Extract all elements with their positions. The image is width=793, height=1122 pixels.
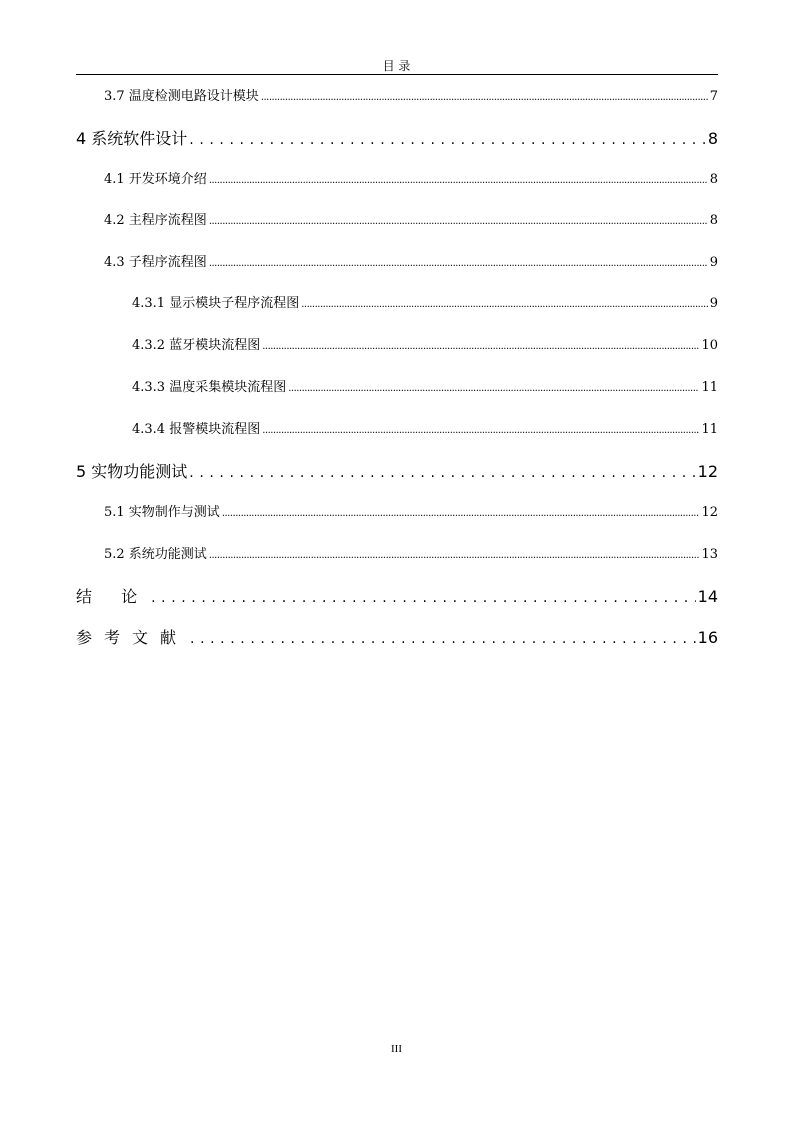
toc-entry-label: 5.2 系统功能测试	[104, 547, 207, 562]
dot-leader	[151, 586, 696, 609]
page-number: III	[391, 1043, 402, 1055]
dot-leader	[189, 461, 695, 484]
toc-entry-chapter-4[interactable]	[76, 128, 718, 150]
toc-entry-page: 11	[701, 422, 718, 437]
page-header-title: 目 录	[382, 59, 411, 73]
toc-entry-4-3-1[interactable]	[132, 295, 718, 313]
toc-entry-4-2[interactable]	[104, 212, 718, 230]
toc-entry-label: 4.3.1 显示模块子程序流程图	[132, 296, 300, 311]
toc-entry-4-1[interactable]	[104, 171, 718, 189]
dot-leader	[209, 546, 700, 565]
toc-entry-label: 4.3.3 温度采集模块流程图	[132, 380, 287, 395]
toc-entry-page: 8	[709, 172, 718, 187]
dot-leader	[222, 504, 700, 523]
toc-entry-label: 4.3.4 报警模块流程图	[132, 422, 261, 437]
toc-entry-4-3-3[interactable]	[132, 379, 718, 397]
toc-entry-references[interactable]	[76, 627, 718, 649]
toc-entry-label: 4.3.2 蓝牙模块流程图	[132, 338, 261, 353]
toc-entry-page: 12	[701, 505, 718, 520]
toc-entry-label: 4 系统软件设计	[76, 129, 188, 148]
toc-entry-page: 11	[701, 380, 718, 395]
toc-entry-5-1[interactable]	[104, 504, 718, 522]
dot-leader	[189, 128, 706, 151]
toc-entry-label: 5 实物功能测试	[76, 462, 188, 481]
toc-entry-conclusion[interactable]	[76, 586, 718, 608]
toc-entry-4-3-2[interactable]	[132, 337, 718, 355]
toc-entry-4-3-4[interactable]	[132, 421, 718, 439]
toc-entry-label: 参考文献	[76, 628, 189, 647]
toc-entry-page: 10	[701, 338, 718, 353]
dot-leader	[209, 212, 708, 231]
toc-entry-page: 9	[709, 255, 718, 270]
toc-entry-label: 3.7 温度检测电路设计模块	[104, 89, 259, 104]
toc-entry-page: 8	[709, 213, 718, 228]
toc-entry-page: 9	[709, 296, 718, 311]
dot-leader	[190, 627, 696, 650]
toc-entry-label: 结 论	[76, 587, 150, 606]
toc-entry-label: 4.2 主程序流程图	[104, 213, 207, 228]
dot-leader	[262, 337, 699, 356]
toc-entry-label: 4.3 子程序流程图	[104, 255, 207, 270]
dot-leader	[209, 254, 708, 273]
dot-leader	[288, 379, 699, 398]
dot-leader	[301, 295, 708, 314]
toc-entry-page: 7	[709, 89, 718, 104]
toc-entry-page: 8	[707, 129, 718, 148]
toc-entry-label: 5.1 实物制作与测试	[104, 505, 220, 520]
dot-leader	[209, 171, 708, 190]
toc-entry-4-3[interactable]	[104, 254, 718, 272]
toc-entry-label: 4.1 开发环境介绍	[104, 172, 207, 187]
dot-leader	[261, 88, 708, 107]
toc-entry-3-7[interactable]	[104, 88, 718, 106]
toc-entry-5-2[interactable]	[104, 546, 718, 564]
toc-entry-page: 12	[697, 462, 718, 481]
toc-entry-chapter-5[interactable]	[76, 461, 718, 483]
toc-entry-page: 13	[701, 547, 718, 562]
toc-entry-page: 14	[697, 587, 718, 606]
toc-entry-page: 16	[697, 628, 718, 647]
dot-leader	[262, 421, 699, 440]
